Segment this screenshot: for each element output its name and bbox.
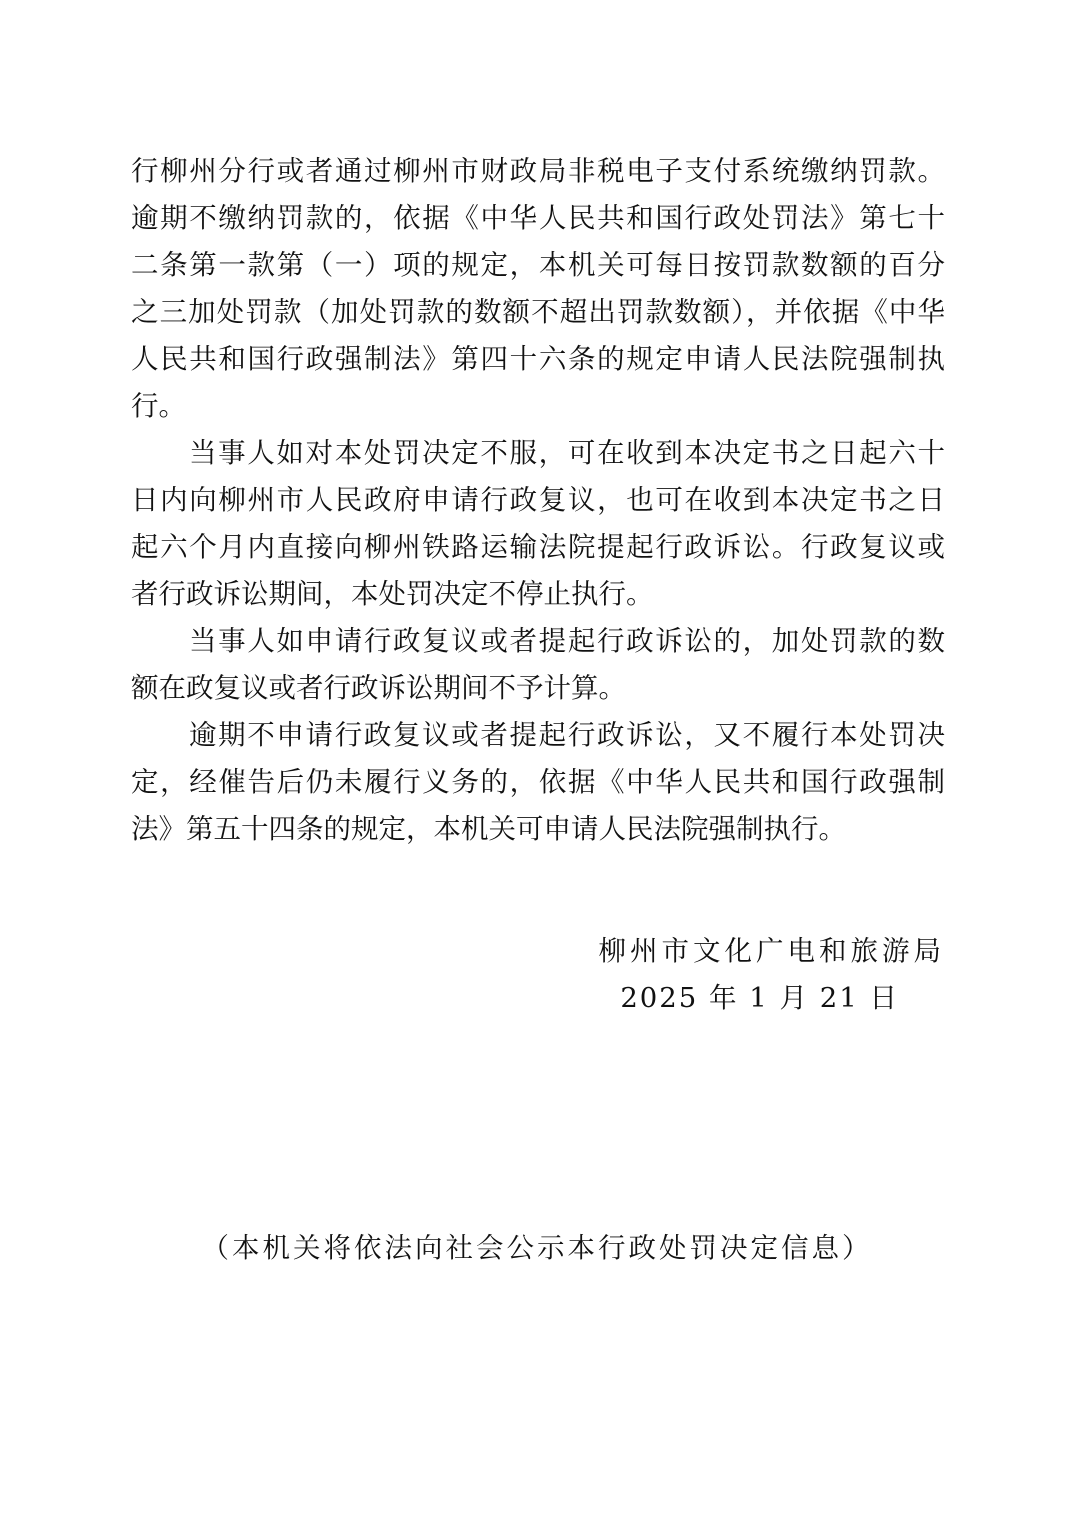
paragraph-line: 当事人如对本处罚决定不服，可在收到本决定书之日起六十 [189,437,945,469]
paragraph-line: 行柳州分行或者通过柳州市财政局非税电子支付系统缴纳罚款。 [131,155,945,187]
paragraph-line: 逾期不缴纳罚款的，依据《中华人民共和国行政处罚法》第七十 [131,202,945,234]
paragraph-line: 定，经催告后仍未履行义务的，依据《中华人民共和国行政强制 [131,766,945,798]
paragraph-line: 逾期不申请行政复议或者提起行政诉讼，又不履行本处罚决 [189,719,945,751]
publicity-note: （本机关将依法向社会公示本行政处罚决定信息） [201,1232,873,1264]
issuing-organization: 柳州市文化广电和旅游局 [598,935,945,967]
paragraph-line: 日内向柳州市人民政府申请行政复议，也可在收到本决定书之日 [131,484,945,516]
paragraph-line: 者行政诉讼期间，本处罚决定不停止执行。 [131,578,654,610]
paragraph-line: 二条第一款第（一）项的规定，本机关可每日按罚款数额的百分 [131,249,945,281]
issue-date: 2025 年 1 月 21 日 [620,982,899,1014]
paragraph-line: 当事人如申请行政复议或者提起行政诉讼的，加处罚款的数 [189,625,945,657]
paragraph-line: 法》第五十四条的规定，本机关可申请人民法院强制执行。 [131,813,846,845]
paragraph-line: 额在政复议或者行政诉讼期间不予计算。 [131,672,626,704]
paragraph-line: 行。 [131,390,186,422]
paragraph-line: 起六个月内直接向柳州铁路运输法院提起行政诉讼。行政复议或 [131,531,945,563]
signature-block [599,928,946,1022]
paragraph-line: 之三加处罚款（加处罚款的数额不超出罚款数额），并依据《中华 [131,296,945,328]
document-body [131,148,945,853]
paragraph-line: 人民共和国行政强制法》第四十六条的规定申请人民法院强制执 [131,343,945,375]
